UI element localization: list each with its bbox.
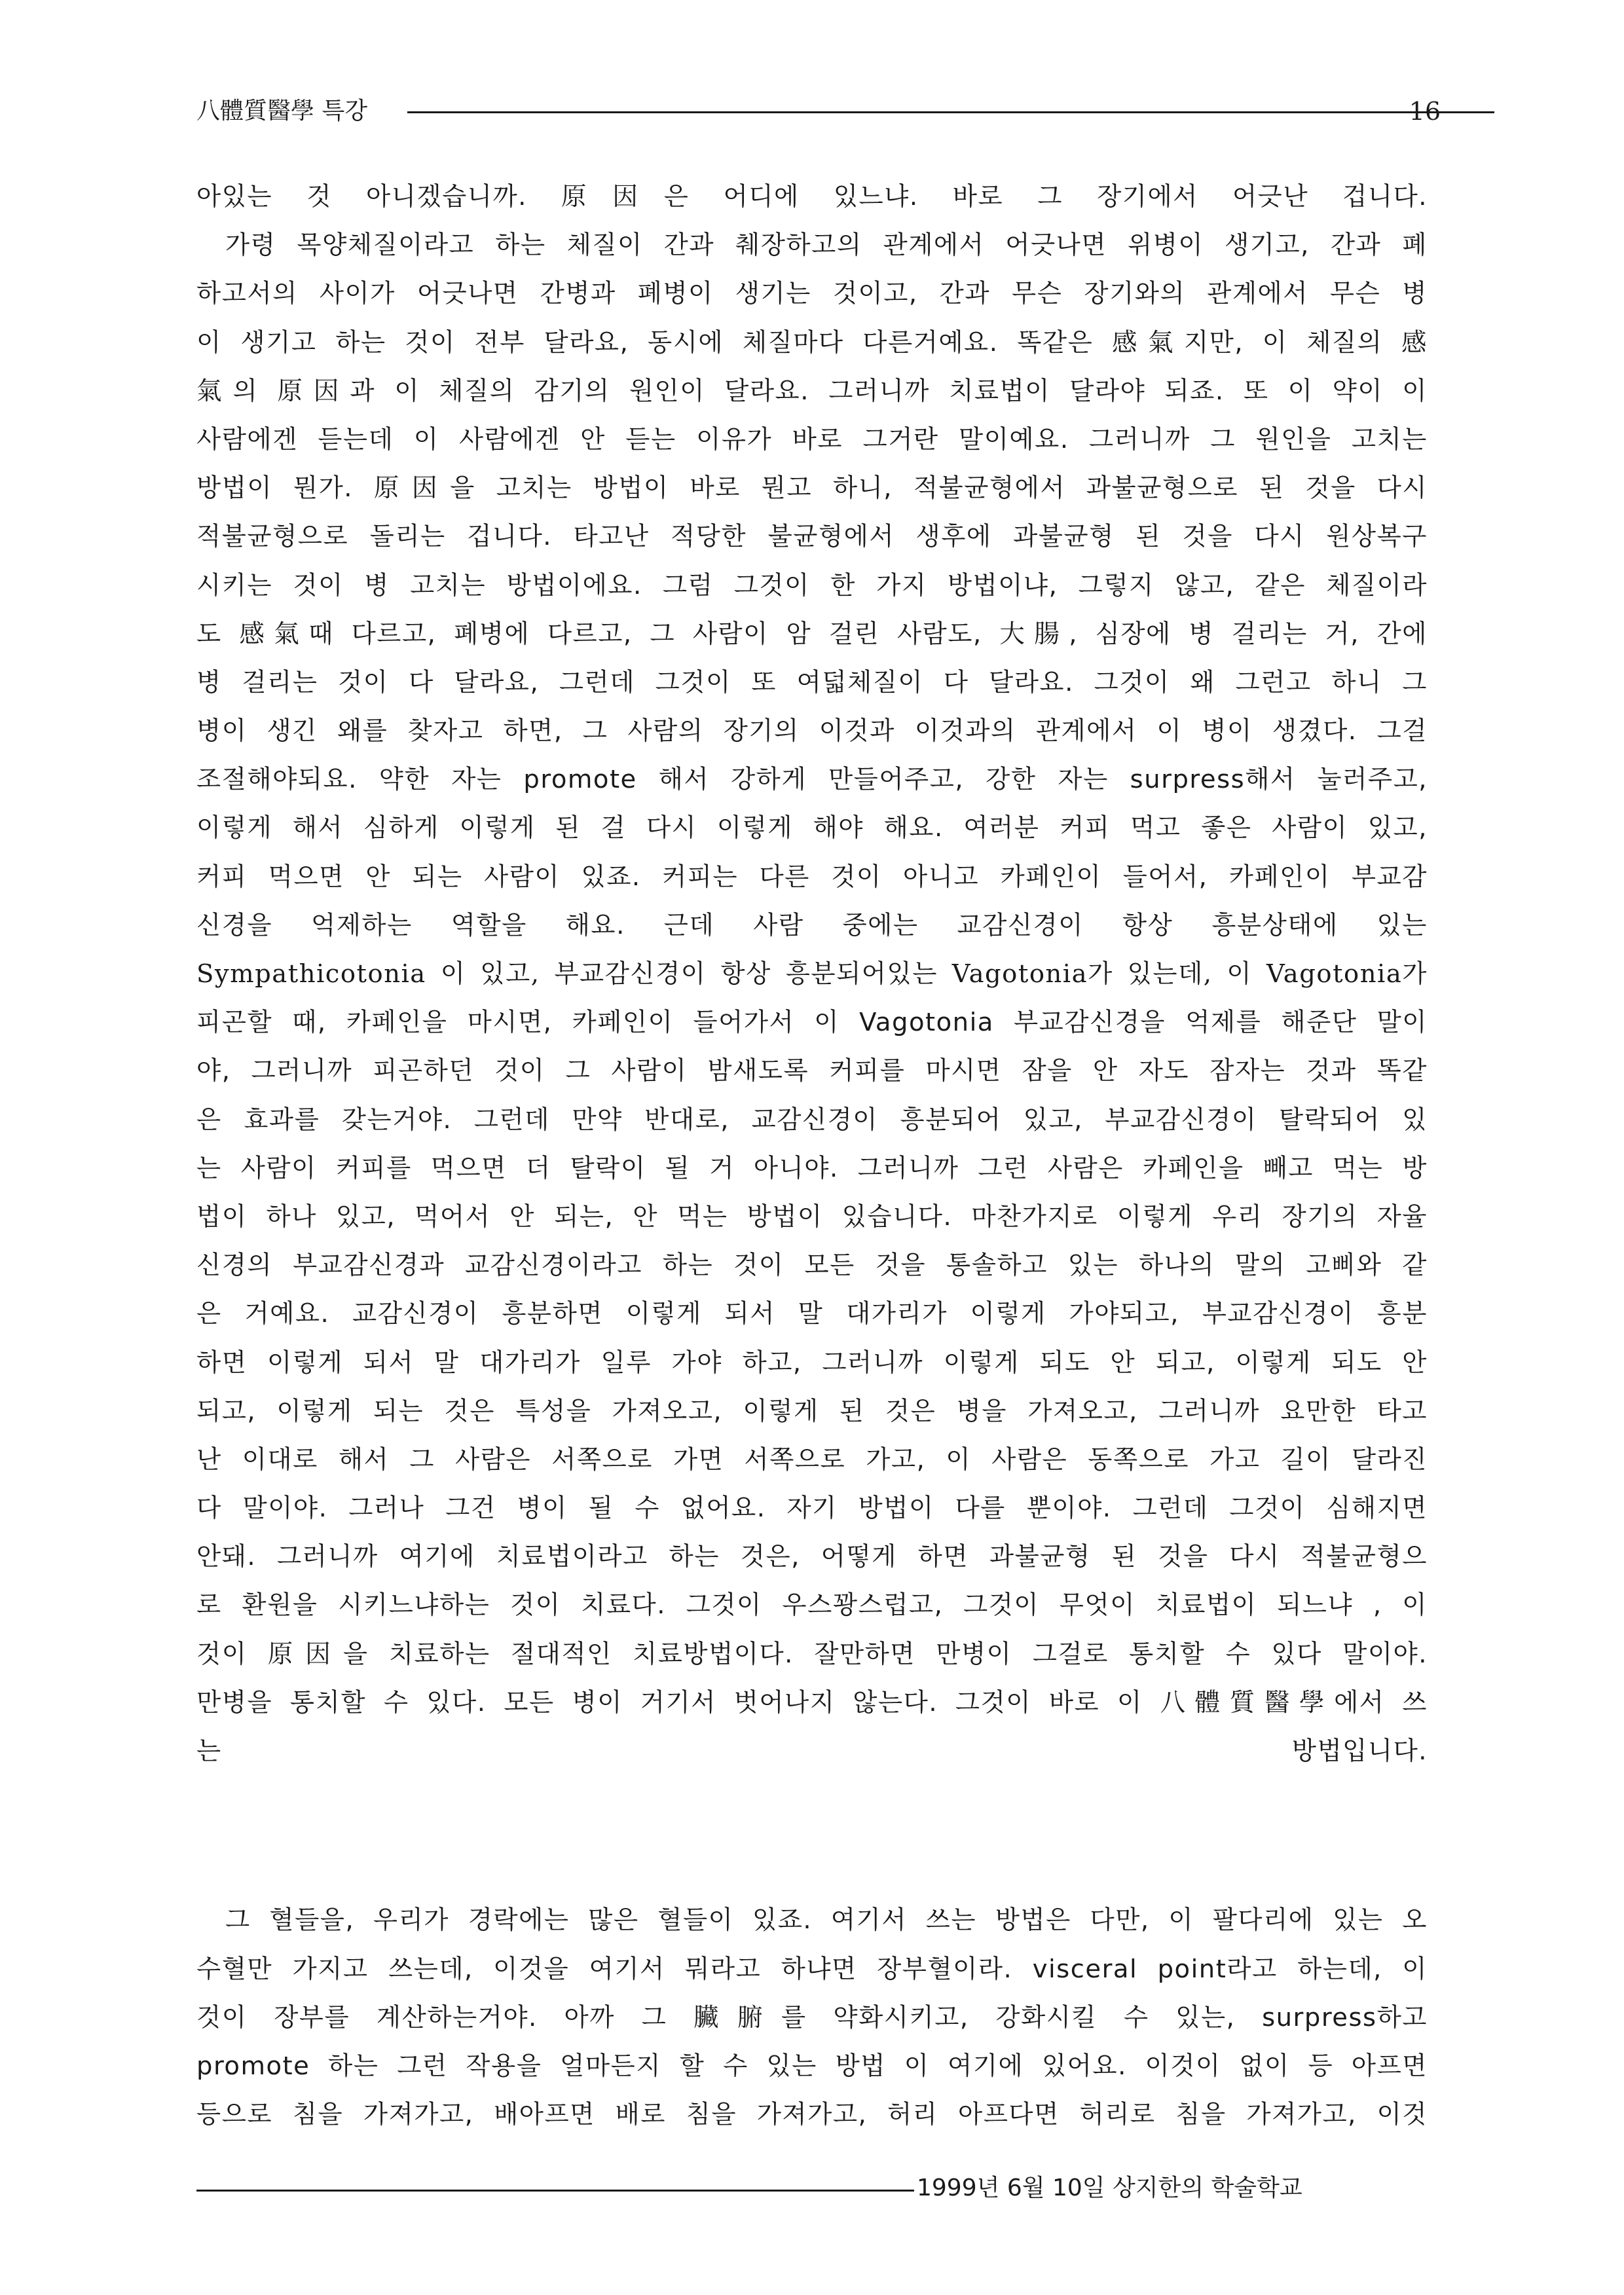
- text-line: 난 이대로 해서 그 사람은 서쪽으로 가면 서쪽으로 가고, 이 사람은 동쪽으로 가고 길이 달라진: [196, 1444, 1428, 1475]
- page-header: [196, 92, 1441, 131]
- text-line: 적불균형으로 돌리는 겁니다. 타고난 적당한 불균형에서 생후에 과불균형 된 것을 다시 원상복구: [196, 522, 1428, 552]
- text-line: 은 거예요. 교감신경이 흥분하면 이렇게 되서 말 대가리가 이렇게 가야되고, 부교감신경이 흥분: [196, 1299, 1428, 1329]
- paragraph-1: [196, 173, 1428, 1824]
- text-line: 다 말이야. 그러나 그건 병이 될 수 없어요. 자기 방법이 다를 뿐이야. 그런데 그것이 심해지면: [196, 1494, 1428, 1524]
- text-line: [196, 1776, 1428, 1824]
- text-line: 는 방법입니다.: [196, 1736, 1428, 1766]
- text-line: 신경의 부교감신경과 교감신경이라고 하는 것이 모든 것을 통솔하고 있는 하나의 말의 고삐와 같: [196, 1251, 1428, 1281]
- text-line: 사람에겐 듣는데 이 사람에겐 안 듣는 이유가 바로 그거란 말이예요. 그러니까 그 원인을 고치는: [196, 424, 1428, 454]
- text-line: 이렇게 해서 심하게 이렇게 된 걸 다시 이렇게 해야 해요. 여러분 커피 먹고 좋은 사람이 있고,: [196, 813, 1428, 843]
- page-number: 16: [1409, 97, 1441, 126]
- paragraph-gap: [196, 1824, 1428, 1896]
- text-line: 는 사람이 커피를 먹으면 더 탈락이 될 거 아니야. 그러니까 그런 사람은 카페인을 빼고 먹는 방: [196, 1153, 1428, 1183]
- text-line: 만병을 통치할 수 있다. 모든 병이 거기서 벗어나지 않는다. 그것이 바로 이 八體質醫學에서 쓰: [196, 1687, 1428, 1717]
- text-line: Sympathicotonia 이 있고, 부교감신경이 항상 흥분되어있는 Vagotonia가 있는데, 이 Vagotonia가: [196, 959, 1428, 989]
- text-line: 커피 먹으면 안 되는 사람이 있죠. 커피는 다른 것이 아니고 카페인이 들어서, 카페인이 부교감: [196, 862, 1428, 892]
- text-line: 하고서의 사이가 어긋나면 간병과 폐병이 생기는 것이고, 간과 무슨 장기와의 관계에서 무슨 병: [196, 279, 1428, 309]
- text-line: 은 효과를 갖는거야. 그런데 만약 반대로, 교감신경이 흥분되어 있고, 부교감신경이 탈락되어 있: [196, 1105, 1428, 1135]
- text-line: 법이 하나 있고, 먹어서 안 되는, 안 먹는 방법이 있습니다. 마찬가지로 이렇게 우리 장기의 자율: [196, 1202, 1428, 1232]
- text-line: 안돼. 그러니까 여기에 치료법이라고 하는 것은, 어떻게 하면 과불균형 된 것을 다시 적불균형으: [196, 1542, 1428, 1572]
- body-text: [196, 173, 1428, 2139]
- text-line: 방법이 뭔가. 原因을 고치는 방법이 바로 뭔고 하니, 적불균형에서 과불균형으로 된 것을 다시: [196, 473, 1428, 504]
- text-line: 되고, 이렇게 되는 것은 특성을 가져오고, 이렇게 된 것은 병을 가져오고, 그러니까 요만한 타고: [196, 1396, 1428, 1426]
- text-line: 가령 목양체질이라고 하는 체질이 간과 췌장하고의 관계에서 어긋나면 위병이 생기고, 간과 폐: [225, 230, 1428, 261]
- text-line: 아있는 것 아니겠습니까. 原因은 어디에 있느냐. 바로 그 장기에서 어긋난 겁니다.: [196, 182, 1428, 211]
- text-line: 氣의 原因과 이 체질의 감기의 원인이 달라요. 그러니까 치료법이 달라야 되죠. 또 이 약이 이: [196, 376, 1428, 406]
- text-line: 병 걸리는 것이 다 달라요, 그런데 그것이 또 여덟체질이 다 달라요. 그것이 왜 그런고 하니 그: [196, 667, 1428, 697]
- text-line: 하면 이렇게 되서 말 대가리가 일루 가야 하고, 그러니까 이렇게 되도 안 되고, 이렇게 되도 안: [196, 1348, 1428, 1378]
- text-line: 로 환원을 시키느냐하는 것이 치료다. 그것이 우스꽝스럽고, 그것이 무엇이 치료법이 되느냐 , 이: [196, 1590, 1428, 1621]
- text-line: 피곤할 때, 카페인을 마시면, 카페인이 들어가서 이 Vagotonia 부교감신경을 억제를 해준단 말이: [196, 1008, 1428, 1038]
- text-line: 수혈만 가지고 쓰는데, 이것을 여기서 뭐라고 하냐면 장부혈이라. visceral point라고 하는데, 이: [196, 1954, 1428, 1984]
- page-footer: [196, 2169, 1441, 2208]
- text-line: 신경을 억제하는 역할을 해요. 근데 사람 중에는 교감신경이 항상 흥분상태에 있는: [196, 910, 1428, 940]
- text-line: 조절해야되요. 약한 자는 promote 해서 강하게 만들어주고, 강한 자는 surpress해서 눌러주고,: [196, 765, 1428, 795]
- header-title: 八體質醫學 특강: [196, 98, 367, 124]
- text-line: 시키는 것이 병 고치는 방법이에요. 그럼 그것이 한 가지 방법이냐, 그렇지 않고, 같은 체질이라: [196, 570, 1428, 600]
- text-line: 것이 原因을 치료하는 절대적인 치료방법이다. 잘만하면 만병이 그걸로 통치할 수 있다 말이야.: [196, 1639, 1428, 1669]
- text-line: 도 感氣때 다르고, 폐병에 다르고, 그 사람이 암 걸린 사람도, 大腸, 심장에 병 걸리는 거, 간에: [196, 619, 1428, 649]
- text-line: 것이 장부를 계산하는거야. 아까 그 臟腑를 약화시키고, 강화시킬 수 있는, surpress하고: [196, 2002, 1428, 2032]
- text-line: promote 하는 그런 작용을 얼마든지 할 수 있는 방법 이 여기에 있어요. 이것이 없이 등 아프면: [196, 2051, 1428, 2081]
- paragraph-2: [196, 1896, 1428, 2139]
- header-rule: [407, 111, 1494, 113]
- text-line: 그 혈들을, 우리가 경락에는 많은 혈들이 있죠. 여기서 쓰는 방법은 다만, 이 팔다리에 있는 오: [225, 1905, 1428, 1936]
- footer-rule: [196, 2190, 914, 2192]
- footer-text: 1999년 6월 10일 상지한의 학술학교: [917, 2175, 1302, 2201]
- text-line: 이 생기고 하는 것이 전부 달라요, 동시에 체질마다 다른거예요. 똑같은 感氣지만, 이 체질의 感: [196, 327, 1428, 358]
- text-line: 야, 그러니까 피곤하던 것이 그 사람이 밤새도록 커피를 마시면 잠을 안 자도 잠자는 것과 똑같: [196, 1056, 1428, 1086]
- text-line: 병이 생긴 왜를 찾자고 하면, 그 사람의 장기의 이것과 이것과의 관계에서 이 병이 생겼다. 그걸: [196, 716, 1428, 746]
- text-line: 등으로 침을 가져가고, 배아프면 배로 침을 가져가고, 허리 아프다면 허리로 침을 가져가고, 이것: [196, 2100, 1428, 2130]
